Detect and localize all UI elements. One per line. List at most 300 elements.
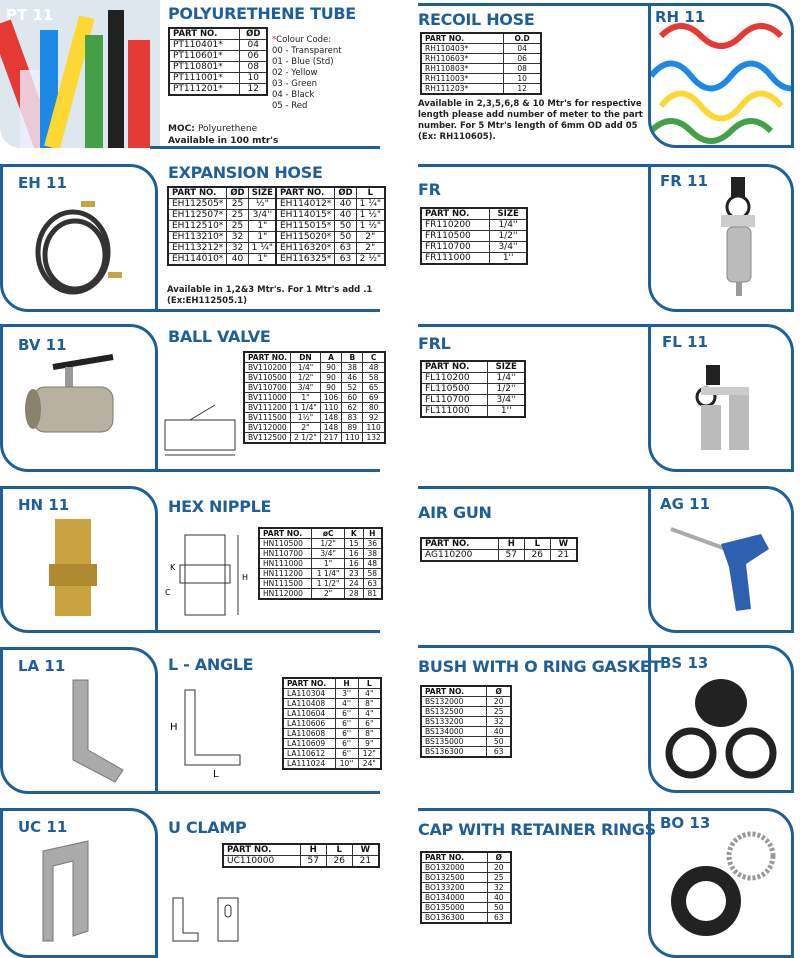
value-cell: 1" [312,559,345,569]
part-number-cell: RH110603* [421,54,504,64]
part-number-cell: BO134000 [421,893,487,903]
table-row [168,254,277,266]
table-header-row [259,528,382,539]
section-title: FRL [418,334,451,353]
part-number-cell: AG110200 [421,550,498,562]
value-cell: 32 [487,717,511,727]
eh11-table-1 [167,186,278,266]
value-cell: 4" [358,709,381,719]
part-number-cell: BO136300 [421,913,487,924]
value-cell: 40 [487,727,511,737]
divider [418,808,653,811]
value-cell: 48 [363,559,382,569]
column-header: L [358,678,381,689]
divider [418,3,653,6]
value-cell: 15 [345,539,363,549]
value-cell: 1" [291,393,321,403]
value-cell: 38 [363,549,382,559]
part-number-cell: PT110801* [169,62,240,73]
column-header: K [345,528,363,539]
table-row [276,254,385,266]
section-title: AIR GUN [418,503,492,522]
table-row [244,363,385,373]
part-number-cell: RH110803* [421,64,504,74]
colour-item: 01 - Blue (Std) [272,57,334,67]
table-header-row [244,352,385,363]
column-header: PART NO. [259,528,312,539]
value-cell: 2 1/2" [291,433,321,444]
value-cell: 21 [352,856,379,868]
part-number-cell: FR110500 [421,231,490,242]
table-row [168,210,277,221]
part-number-cell: FR111000 [421,253,490,265]
value-cell: 36 [363,539,382,549]
table-row [421,737,511,747]
part-number-cell: LA110609 [283,739,335,749]
table-header-row [421,208,527,220]
section-title: FR [418,180,441,199]
column-header: PART NO. [421,208,490,220]
table-row [283,749,381,759]
moc-label: MOC: [168,124,195,134]
value-cell: 217 [320,433,341,444]
table-header-row [169,28,267,40]
section-title: U CLAMP [168,818,247,837]
colour-item: 00 - Transparent [272,46,342,56]
table-row [421,406,525,418]
table-row [259,549,382,559]
section-title: BALL VALVE [168,327,271,346]
part-number-cell: EH113212* [168,243,227,254]
table-row [169,51,267,62]
part-number-cell: FR110700 [421,242,490,253]
part-number-cell: BV112000 [244,423,291,433]
table-row [421,550,577,562]
value-cell: 38 [342,363,363,373]
value-cell: 58 [363,569,382,579]
value-cell: 1 ¼" [356,199,385,210]
part-number-cell: FL110200 [421,373,488,384]
hn11-table [258,527,383,600]
table-header-row [421,852,511,863]
section-title: CAP WITH RETAINER RINGS [418,820,656,839]
table-row [421,707,511,717]
part-number-cell: HN112000 [259,589,312,600]
value-cell: 81 [363,589,382,600]
part-number-cell: EH112505* [168,199,227,210]
value-cell: 6'' [335,749,358,759]
table-row [421,913,511,924]
value-cell: 48 [363,363,385,373]
part-number-cell: PT111001* [169,73,240,84]
value-cell: 16 [345,559,363,569]
table-row [168,232,277,243]
table-row [421,84,541,95]
value-cell: 1 ¼" [248,243,277,254]
table-row [244,423,385,433]
value-cell: 69 [363,393,385,403]
product-code: FR 11 [660,172,708,190]
value-cell: 6'' [335,709,358,719]
table-row [421,395,525,406]
moc [168,124,257,135]
part-number-cell: LA110408 [283,699,335,709]
value-cell: 110 [320,403,341,413]
value-cell: 25 [487,873,511,883]
value-cell: 04 [504,44,541,54]
part-number-cell: RH110403* [421,44,504,54]
colour-item: 05 - Red [272,101,308,111]
section-title: RECOIL HOSE [418,10,535,29]
part-number-cell: HN110500 [259,539,312,549]
product-code: RH 11 [655,8,706,26]
value-cell: 24 [345,579,363,589]
table-row [169,40,267,51]
value-cell: 50 [487,737,511,747]
column-header: DN [291,352,321,363]
value-cell: 1 ½" [356,221,385,232]
part-number-cell: BV111200 [244,403,291,413]
value-cell: 1 ½" [356,210,385,221]
value-cell: 80 [363,403,385,413]
colour-item: 02 - Yellow [272,68,318,78]
value-cell: 3/4'' [248,210,277,221]
value-cell: 9" [358,739,381,749]
table-header-row [421,361,525,373]
table-row [283,759,381,770]
section-title: POLYURETHENE TUBE [168,4,356,23]
value-cell: 1 1/2" [312,579,345,589]
table-row [244,393,385,403]
required-star: * [272,35,277,45]
value-cell: 6'' [335,729,358,739]
value-cell: 1/2'' [490,231,527,242]
part-number-cell: PT110401* [169,40,240,51]
column-header: SIZE [488,361,525,373]
table-row [421,697,511,707]
value-cell: 63 [363,579,382,589]
dim-l-label: L [213,769,219,780]
part-number-cell: BO132500 [421,873,487,883]
section-title: HEX NIPPLE [168,497,272,516]
value-cell: 57 [498,550,524,562]
table-row [244,413,385,423]
column-header: PART NO. [244,352,291,363]
column-header: B [342,352,363,363]
value-cell: 3/4'' [490,242,527,253]
colour-item: 04 - Black [272,90,315,100]
rh11-table [420,32,542,95]
table-row [421,883,511,893]
column-header: PART NO. [421,538,498,550]
value-cell: 89 [342,423,363,433]
table-row [421,727,511,737]
column-header: PART NO. [283,678,335,689]
part-number-cell: BS134000 [421,727,487,737]
value-cell: 106 [320,393,341,403]
value-cell: 25 [227,210,248,221]
table-row [421,253,527,265]
part-number-cell: FL110700 [421,395,488,406]
part-number-cell: BV111500 [244,413,291,423]
value-cell: 63 [335,243,356,254]
value-cell: 10 [504,74,541,84]
part-number-cell: EH113210* [168,232,227,243]
table-row [283,719,381,729]
value-cell: 6" [358,719,381,729]
part-number-cell: RH111203* [421,84,504,95]
table-header-row [223,844,379,856]
value-cell: 90 [320,383,341,393]
table-row [421,74,541,84]
dim-k-label: K [170,563,176,572]
part-number-cell: LA111024 [283,759,335,770]
table-row [168,221,277,232]
value-cell: 148 [320,413,341,423]
column-header: ØD [240,28,267,40]
table-row [421,242,527,253]
uc11-table [222,843,380,868]
part-number-cell: BS132000 [421,697,487,707]
product-code: EH 11 [18,174,67,192]
fl11-table [420,360,526,418]
part-number-cell: EH112507* [168,210,227,221]
value-cell: 40 [335,199,356,210]
part-number-cell: BO132000 [421,863,487,873]
value-cell: 1/2'' [488,384,525,395]
column-header: PART NO. [223,844,300,856]
table-row [283,739,381,749]
table-row [244,433,385,444]
value-cell: 32 [487,883,511,893]
dim-h-label: H [170,722,178,733]
table-row [421,44,541,54]
value-cell: 2" [356,232,385,243]
eh11-note: Available in 1,2&3 Mtr's. For 1 Mtr's add .1 (Ex:EH112505.1) [167,285,373,306]
divider [418,164,653,167]
value-cell: 63 [335,254,356,266]
moc-value: Polyurethene [197,124,258,134]
value-cell: 3/4'' [488,395,525,406]
value-cell: 60 [342,393,363,403]
divider [150,791,380,794]
part-number-cell: RH111003* [421,74,504,84]
table-row [168,199,277,210]
table-row [421,873,511,883]
column-header: C [363,352,385,363]
value-cell: 3'' [335,689,358,699]
table-header-row [421,538,577,550]
value-cell: 92 [363,413,385,423]
table-row [276,221,385,232]
value-cell: 2" [312,589,345,600]
part-number-cell: UC110000 [223,856,300,868]
table-header-row [421,686,511,697]
value-cell: 132 [363,433,385,444]
column-header: L [524,538,550,550]
value-cell: 1" [248,254,277,266]
value-cell: 63 [487,747,511,758]
value-cell: 25 [487,707,511,717]
value-cell: 2" [291,423,321,433]
divider [150,630,380,633]
colour-code [272,35,342,112]
value-cell: 25 [227,221,248,232]
section-title: L - ANGLE [168,655,254,674]
value-cell: 57 [300,856,326,868]
value-cell: 2" [356,243,385,254]
table-row [421,64,541,74]
part-number-cell: BV110700 [244,383,291,393]
value-cell: 4'' [335,699,358,709]
value-cell: 20 [487,697,511,707]
part-number-cell: LA110606 [283,719,335,729]
value-cell: 52 [342,383,363,393]
value-cell: 10 [240,73,267,84]
column-header: øC [312,528,345,539]
product-code: HN 11 [18,496,70,514]
product-code: BS 13 [660,654,709,672]
value-cell: 12 [240,84,267,96]
table-row [421,384,525,395]
table-row [223,856,379,868]
table-row [421,220,527,231]
column-header: SIZE [248,187,277,199]
product-code: BO 13 [660,814,711,832]
section-title: BUSH WITH O RING GASKET [418,657,662,676]
hex-nipple-diagram [160,525,255,625]
part-number-cell: EH116325* [276,254,335,266]
table-row [421,747,511,758]
table-row [169,84,267,96]
part-number-cell: FL110500 [421,384,488,395]
column-header: PART NO. [421,33,504,44]
product-code: UC 11 [18,818,68,836]
value-cell: 32 [227,243,248,254]
value-cell: 65 [363,383,385,393]
part-number-cell: EH114012* [276,199,335,210]
value-cell: 1 1/4" [291,403,321,413]
part-number-cell: LA110304 [283,689,335,699]
value-cell: 110 [342,433,363,444]
value-cell: 110 [363,423,385,433]
table-row [168,243,277,254]
value-cell: 1" [248,232,277,243]
part-number-cell: FR110200 [421,220,490,231]
value-cell: 21 [550,550,577,562]
table-row [259,589,382,600]
value-cell: 25 [227,199,248,210]
part-number-cell: EH115020* [276,232,335,243]
eh11-table-2 [275,186,386,266]
column-header: W [550,538,577,550]
part-number-cell: HN111200 [259,569,312,579]
part-number-cell: PT110601* [169,51,240,62]
part-number-cell: HN110700 [259,549,312,559]
column-header: PART NO. [421,852,487,863]
product-code: AG 11 [660,495,711,513]
part-number-cell: BV111000 [244,393,291,403]
table-header-row [283,678,381,689]
table-row [421,54,541,64]
column-header: H [498,538,524,550]
value-cell: 23 [345,569,363,579]
table-row [421,893,511,903]
column-header: PART NO. [276,187,335,199]
part-number-cell: BV110500 [244,373,291,383]
bv11-table [243,351,386,444]
column-header: H [335,678,358,689]
part-number-cell: BV110200 [244,363,291,373]
table-row [283,729,381,739]
value-cell: 50 [487,903,511,913]
product-code: LA 11 [18,657,66,675]
value-cell: 62 [342,403,363,413]
part-number-cell: BV112500 [244,433,291,444]
part-number-cell: EH116320* [276,243,335,254]
colour-code-title: Colour Code: [276,35,332,45]
value-cell: 08 [504,64,541,74]
value-cell: 20 [487,863,511,873]
value-cell: 1" [248,221,277,232]
part-number-cell: EH115015* [276,221,335,232]
u-clamp-diagram [168,893,248,948]
value-cell: 26 [524,550,550,562]
table-row [259,539,382,549]
dim-c-label: C [165,588,171,597]
section-title: EXPANSION HOSE [168,163,323,182]
column-header: PART NO. [421,361,488,373]
bs13-table [420,685,512,758]
part-number-cell: BS135000 [421,737,487,747]
value-cell: 06 [240,51,267,62]
part-number-cell: HN111000 [259,559,312,569]
divider [418,324,653,327]
column-header: SIZE [490,208,527,220]
bo13-table [420,851,512,924]
table-row [259,579,382,589]
table-row [421,903,511,913]
value-cell: 12" [358,749,381,759]
table-row [244,403,385,413]
table-row [169,62,267,73]
value-cell: 3/4" [312,549,345,559]
value-cell: 6'' [335,719,358,729]
fr11-table [420,207,528,265]
table-row [276,210,385,221]
l-angle-diagram [165,685,260,780]
rh11-note: Available in 2,3,5,6,8 & 10 Mtr's for respective length please add number of meter to the part number. For 5 Mtr's length of 6mm OD add 05 (Ex: RH110605). [418,99,643,142]
table-row [421,717,511,727]
value-cell: 1/2" [312,539,345,549]
column-header: ØD [227,187,248,199]
value-cell: 63 [487,913,511,924]
value-cell: 50 [335,221,356,232]
column-header: Ø [487,852,511,863]
value-cell: 90 [320,373,341,383]
divider [150,469,380,472]
value-cell: 1'' [488,406,525,418]
value-cell: 1/4'' [490,220,527,231]
column-header: L [326,844,352,856]
value-cell: 04 [240,40,267,51]
value-cell: 83 [342,413,363,423]
column-header: Ø [487,686,511,697]
value-cell: 50 [335,232,356,243]
value-cell: ½" [248,199,277,210]
table-row [421,373,525,384]
column-header: L [356,187,385,199]
